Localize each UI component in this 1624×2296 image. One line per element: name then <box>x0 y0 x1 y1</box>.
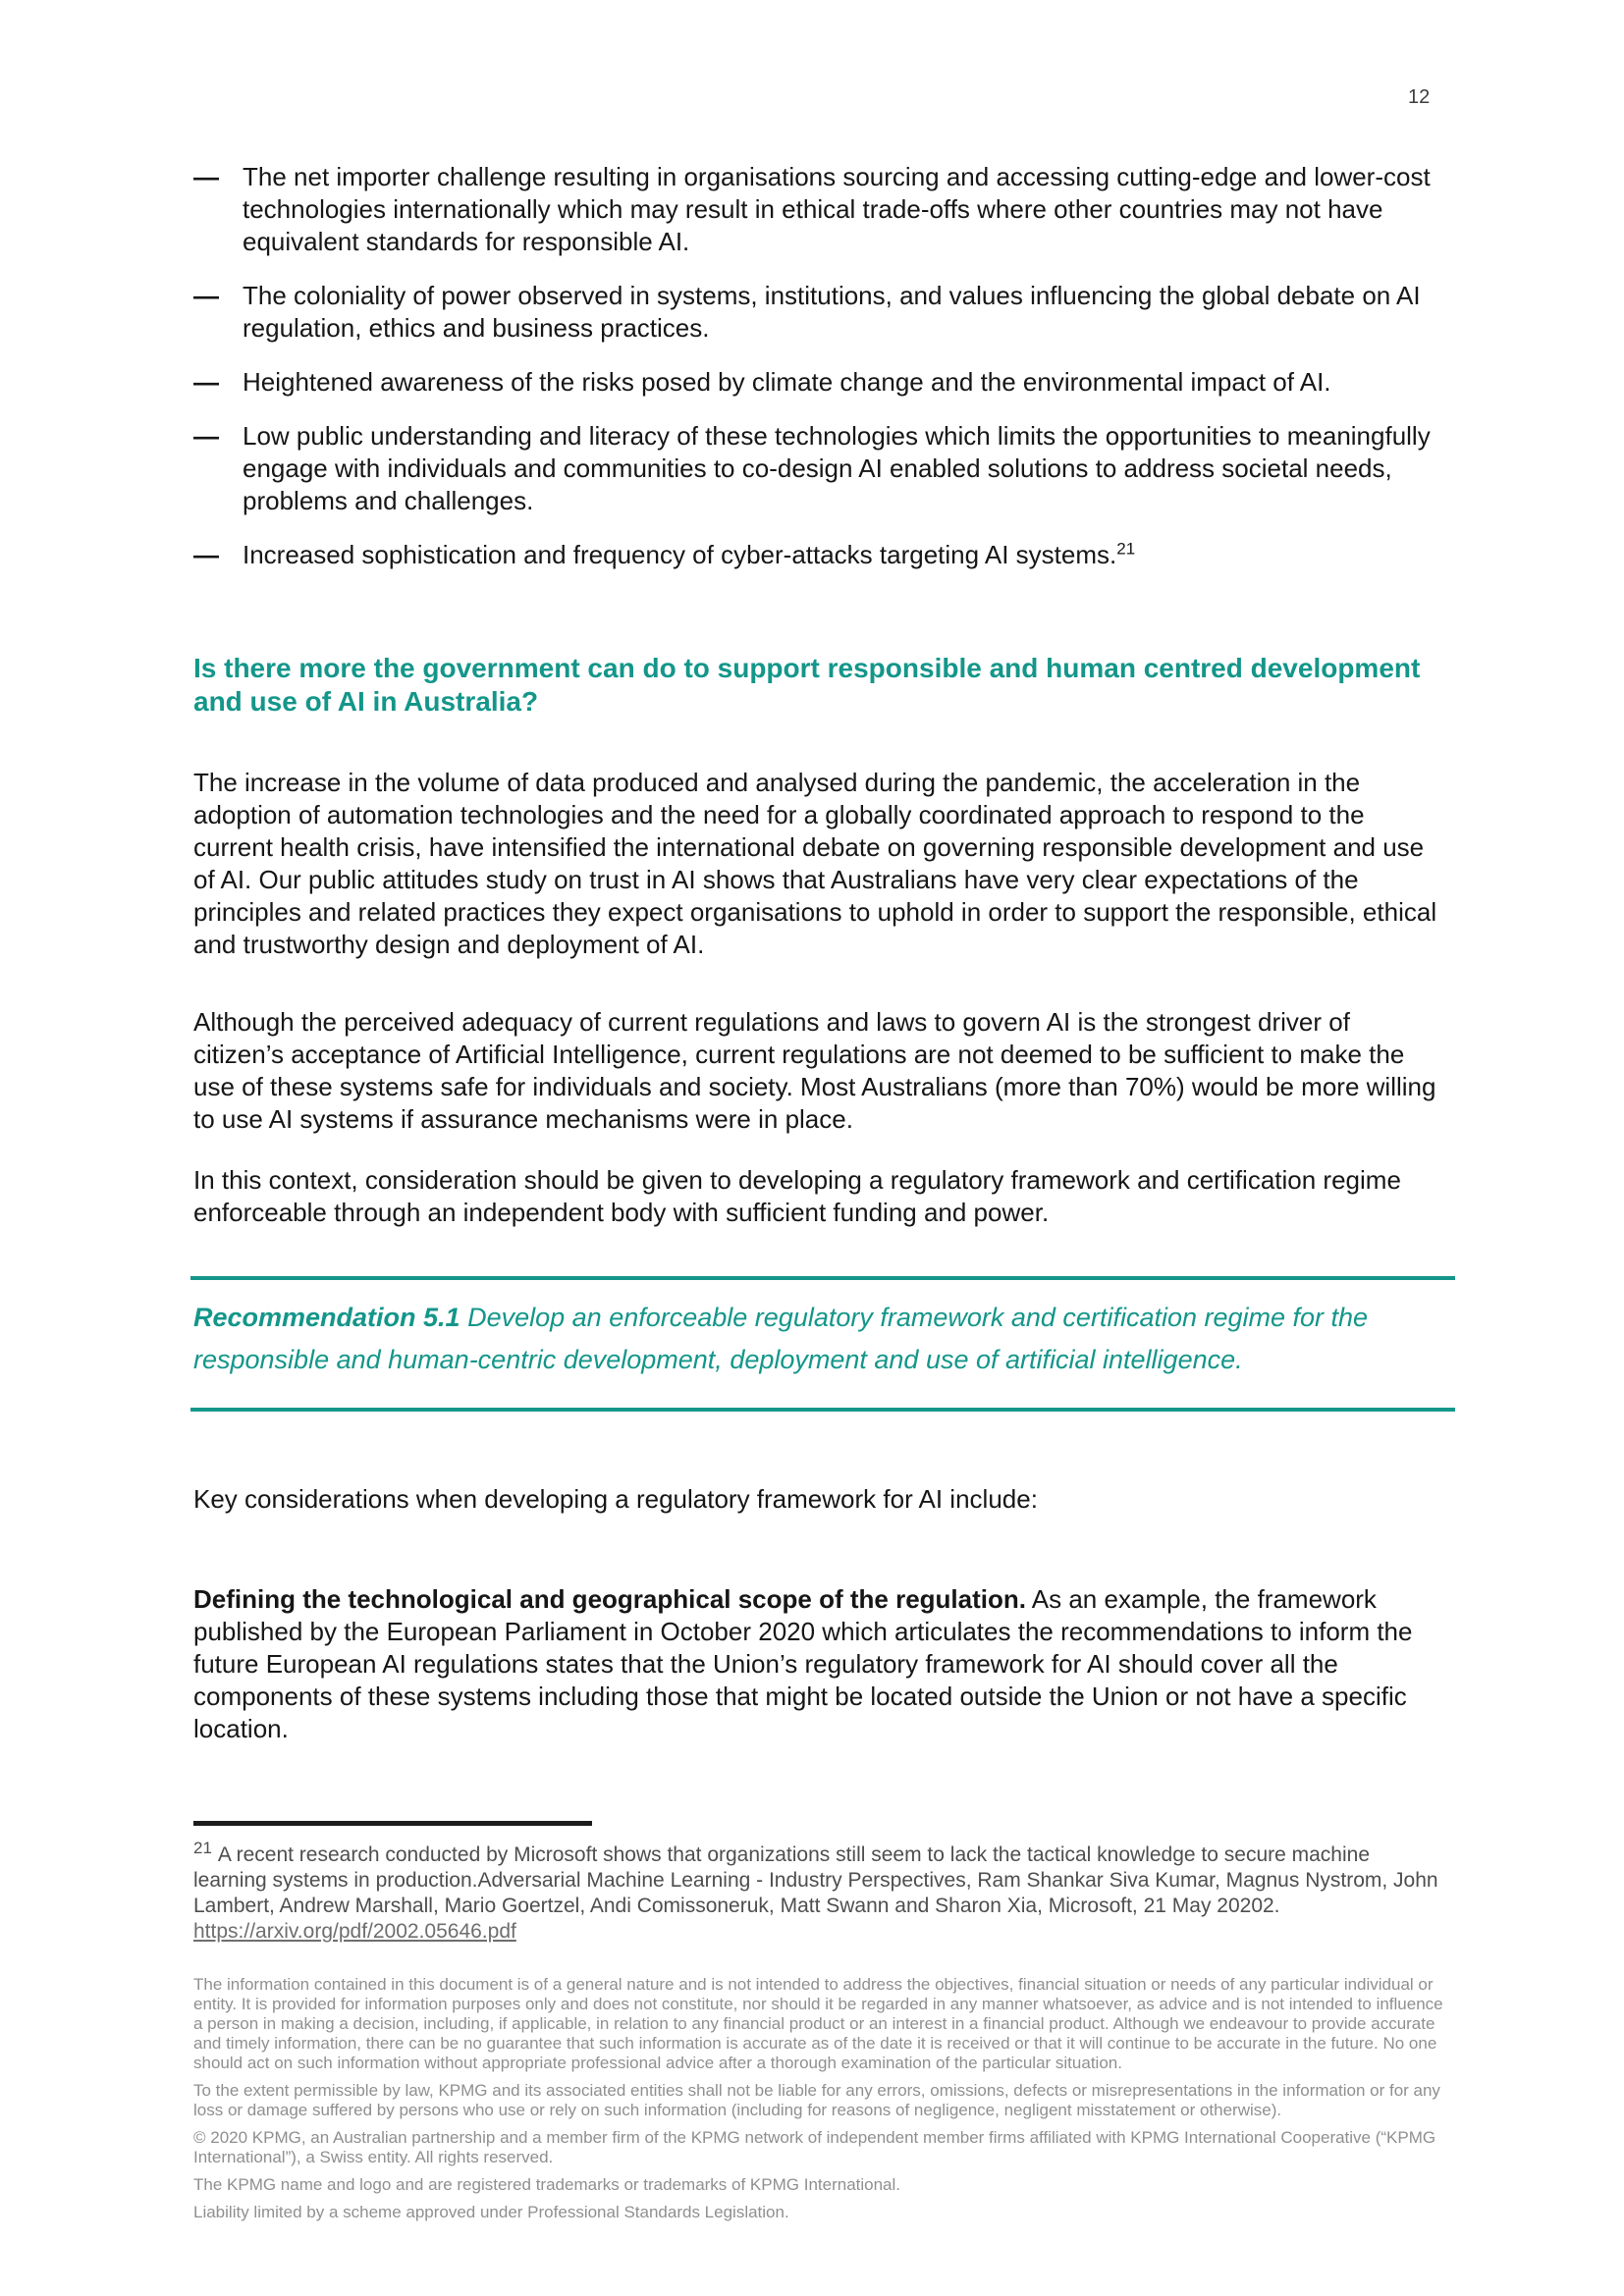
page-number: 12 <box>1408 86 1431 108</box>
list-item <box>193 161 1438 258</box>
bullet-dash-icon: — <box>193 540 219 569</box>
challenge-bullet-list <box>193 161 1438 593</box>
defining-scope-paragraph <box>193 1583 1438 1745</box>
defining-scope-lead: Defining the technological and geographical scope of the regulation. <box>193 1584 1026 1614</box>
liability-line: Liability limited by a scheme approved under Professional Standards Legislation. <box>193 2203 789 2221</box>
list-item <box>193 280 1438 345</box>
list-item-text: Low public understanding and literacy of these technologies which limits the opportunities to meaningfully engage with individuals and communities to co-design AI enabled solutions to address societal needs, problems and challenges. <box>243 421 1431 515</box>
recommendation-rule-top <box>190 1276 1455 1280</box>
list-item <box>193 539 1438 571</box>
section-heading: Is there more the government can do to support responsible and human centred development and use of AI in Australia? <box>193 653 1421 717</box>
footnote-text: A recent research conducted by Microsoft shows that organizations still seem to lack the tactical knowledge to secure machine learning systems in production.Adversarial Machine Learning - Industry Perspectives, Ram Shankar Siva Kumar, Magnus Nystrom, John Lambert, Andrew Marshall, Mario Goertzel, Andi Comissoneruk, Matt Swann and Sharon Xia, Microsoft, 21 May 20202. <box>193 1843 1438 1917</box>
footnote-link[interactable]: https://arxiv.org/pdf/2002.05646.pdf <box>193 1920 516 1943</box>
bullet-dash-icon: — <box>193 281 219 310</box>
trademark-line: The KPMG name and logo and are registered trademarks or trademarks of KPMG International. <box>193 2175 901 2194</box>
bullet-dash-icon: — <box>193 162 219 191</box>
recommendation-rule-bottom <box>190 1408 1455 1412</box>
recommendation-label: Recommendation 5.1 <box>193 1303 460 1332</box>
bullet-dash-icon: — <box>193 367 219 397</box>
copyright-line: © 2020 KPMG, an Australian partnership and a member firm of the KPMG network of independent member firms affiliated with KPMG International Cooperative (“KPMG International”), a Swiss entity. All rights reserved. <box>193 2128 1436 2166</box>
list-item <box>193 420 1438 517</box>
list-item-text: Heightened awareness of the risks posed by climate change and the environmental impact of AI. <box>243 367 1331 397</box>
recommendation-callout <box>193 1297 1438 1381</box>
list-item-text: Increased sophistication and frequency of cyber-attacks targeting AI systems. <box>243 540 1117 569</box>
bullet-dash-icon: — <box>193 421 219 451</box>
body-paragraph: The increase in the volume of data produced and analysed during the pandemic, the acceleration in the adoption of automation technologies and the need for a globally coordinated approach to respond to the current health crisis, have intensified the international debate on governing responsible development and use of AI. Our public attitudes study on trust in AI shows that Australians have very clear expectations of the principles and related practices they expect organisations to uphold in order to support the responsible, ethical and trustworthy design and deployment of AI. <box>193 768 1437 959</box>
footnote <box>193 1839 1440 1945</box>
footnote-divider <box>193 1821 592 1826</box>
body-paragraph: In this context, consideration should be given to developing a regulatory framework and certification regime enforceable through an independent body with sufficient funding and power. <box>193 1165 1401 1227</box>
disclaimer-paragraph: To the extent permissible by law, KPMG and its associated entities shall not be liable for any errors, omissions, defects or misrepresentations in the information or for any loss or damage suffered by persons who use or rely on such information (including for reasons of negligence, negligent misstatement or otherwise). <box>193 2081 1440 2119</box>
body-paragraph: Although the perceived adequacy of current regulations and laws to govern AI is the strongest driver of citizen’s acceptance of Artificial Intelligence, current regulations are not deemed to be sufficient to make the use of these systems safe for individuals and society. Most Australians (more than 70%) would be more willing to use AI systems if assurance mechanisms were in place. <box>193 1007 1436 1134</box>
list-item <box>193 366 1438 399</box>
footnote-marker: 21 <box>193 1839 212 1857</box>
footnote-reference: 21 <box>1116 539 1136 559</box>
list-item-text: The coloniality of power observed in systems, institutions, and values influencing the global debate on AI regulation, ethics and business practices. <box>243 281 1421 343</box>
key-considerations-paragraph: Key considerations when developing a regulatory framework for AI include: <box>193 1484 1038 1514</box>
defining-scope-text: As an example, the framework published by the European Parliament in October 2020 which articulates the recommendations to inform the future European AI regulations states that the Union’s regulatory framework for AI should cover all the components of these systems including those that might be located outside the Union or not have a specific location. <box>193 1584 1413 1743</box>
list-item-text: The net importer challenge resulting in organisations sourcing and accessing cutting-edge and lower-cost technologies internationally which may result in ethical trade-offs where other countries may not have equivalent standards for responsible AI. <box>243 162 1431 256</box>
recommendation-text: Develop an enforceable regulatory framework and certification regime for the responsible and human-centric development, deployment and use of artificial intelligence. <box>193 1303 1369 1374</box>
disclaimer-paragraph: The information contained in this document is of a general nature and is not intended to address the objectives, financial situation or needs of any particular individual or entity. It is provided for information purposes only and does not constitute, nor should it be regarded in any manner whatsoever, as advice and is not intended to influence a person in making a decision, including, if applicable, in relation to any financial product or an interest in a financial product. Although we endeavour to provide accurate and timely information, there can be no guarantee that such information is accurate as of the date it is received or that it will continue to be accurate in the future. No one should act on such information without appropriate professional advice after a thorough examination of the particular situation. <box>193 1975 1443 2072</box>
disclaimer-block <box>193 1975 1452 2230</box>
